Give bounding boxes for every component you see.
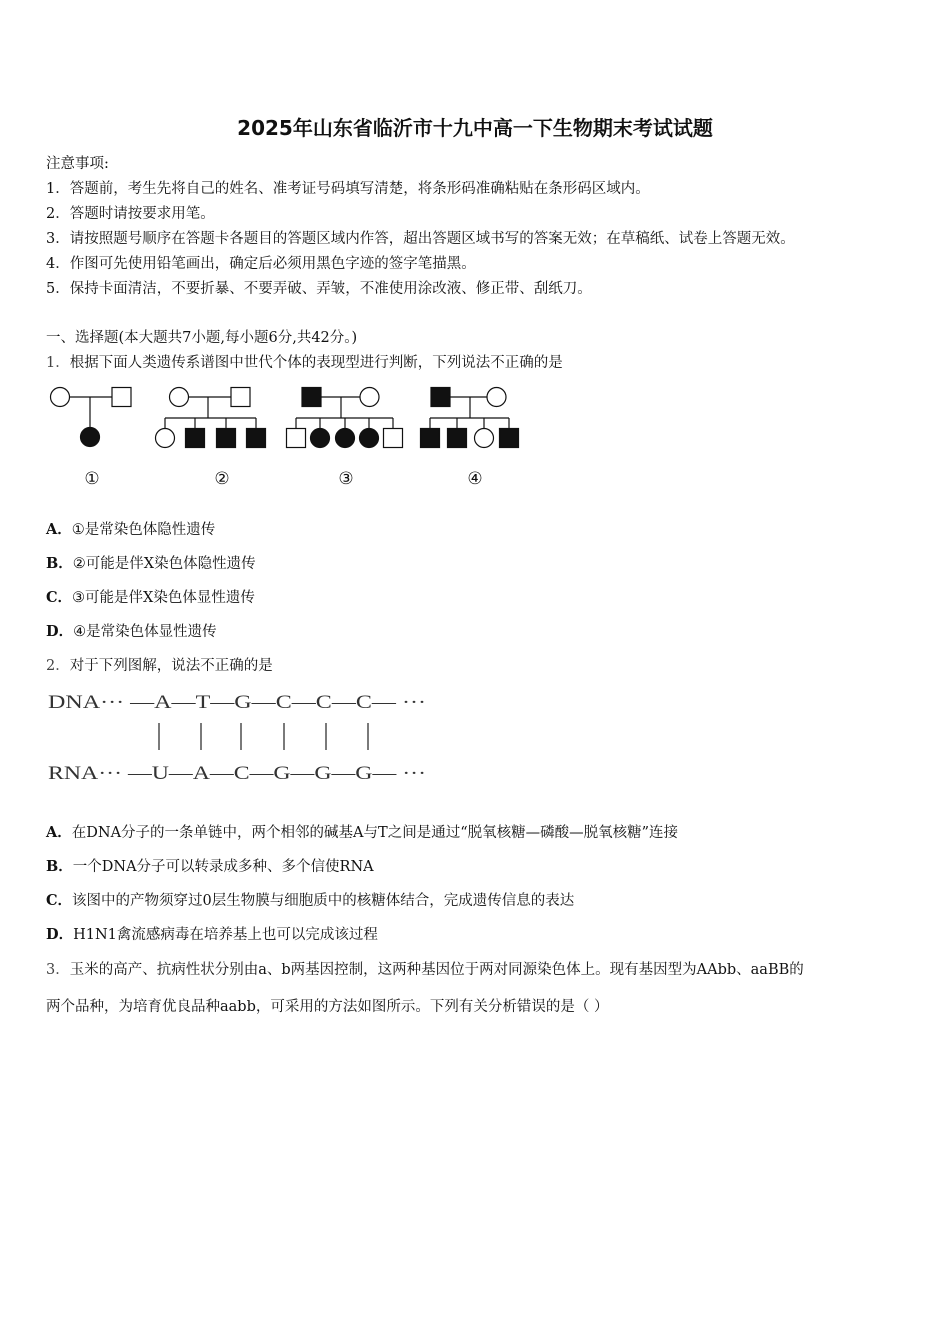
q2-number: 2．: [46, 658, 70, 674]
q1-option-c: [46, 586, 255, 607]
q2-option-a-letter: A．: [46, 824, 72, 841]
q2-option-c: [46, 889, 574, 910]
pedigree-label-3: ③: [338, 469, 354, 488]
p2-child-3: [217, 429, 236, 448]
q3-stem-line-2: 两个品种，为培育优良品种aabb，可采用的方法如图所示。下列有关分析错误的是（ ）: [46, 999, 609, 1015]
p3-father: [302, 388, 321, 407]
pedigree-1: [51, 388, 132, 447]
q2-option-c-text: 该图中的产物须穿过0层生物膜与细胞质中的核糖体结合，完成遗传信息的表达: [72, 893, 575, 909]
p2-mother: [170, 388, 189, 407]
q1-option-d-text: ④是常染色体显性遗传: [73, 624, 217, 640]
notice-item-3: 3．请按照题号顺序在答题卡各题目的答题区域内作答，超出答题区域书写的答案无效；在草稿纸、试卷上答题无效。: [46, 231, 795, 247]
p2-child-4: [247, 429, 266, 448]
q1-option-a-letter: A．: [46, 521, 72, 538]
p3-child-3: [336, 429, 355, 448]
p1-father: [112, 388, 131, 407]
p4-child-3: [475, 429, 494, 448]
q2-option-b-letter: B．: [46, 858, 73, 875]
pedigree-label-2: ②: [214, 469, 230, 488]
q1-option-a-text: ①是常染色体隐性遗传: [71, 522, 216, 538]
section-heading: 一、选择题(本大题共7小题,每小题6分,共42分。): [46, 330, 358, 346]
q2-option-d-letter: D．: [46, 926, 74, 943]
pedigree-2: [156, 388, 266, 448]
p3-mother: [360, 388, 379, 407]
q2-option-b-text: 一个DNA分子可以转录成多种、多个信使RNA: [72, 859, 374, 875]
q3-stem-line-1: [46, 958, 804, 979]
notice-item-2: 2．答题时请按要求用笔。: [46, 206, 215, 222]
p3-child-1: [287, 429, 306, 448]
p1-mother: [51, 388, 70, 407]
q1-stem-text: 根据下面人类遗传系谱图中世代个体的表现型进行判断，下列说法不正确的是: [69, 355, 563, 371]
q2-stem: [46, 654, 273, 675]
pedigree-label-4: ④: [467, 469, 483, 488]
q1-option-b-text: ②可能是伴X染色体隐性遗传: [72, 556, 256, 572]
p4-father: [431, 388, 450, 407]
rna-strand: RNA··· —U—A—C—G—G—G— ···: [48, 763, 426, 784]
q1-option-d: [46, 620, 217, 641]
q2-option-a-text: 在DNA分子的一条单链中，两个相邻的碱基A与T之间是通过“脱氧核糖—磷酸—脱氧核糖”连接: [71, 825, 679, 841]
p2-child-2: [186, 429, 205, 448]
p4-child-4: [500, 429, 519, 448]
q1-option-d-letter: D．: [46, 623, 74, 640]
p2-father: [231, 388, 250, 407]
q2-stem-text: 对于下列图解，说法不正确的是: [69, 658, 273, 674]
p1-daughter-affected: [81, 428, 100, 447]
dna-rna-figure: [46, 684, 446, 788]
pedigree-4: [421, 388, 519, 448]
p4-child-1: [421, 429, 440, 448]
q1-stem: [46, 351, 563, 372]
q1-option-b-letter: B．: [46, 555, 73, 572]
pedigree-label-1: ①: [84, 469, 100, 488]
q1-option-a: [46, 518, 215, 539]
q2-option-c-letter: C．: [46, 892, 73, 909]
q2-option-d: [46, 923, 378, 944]
q3-number: 3．: [46, 962, 70, 978]
q2-option-b: [46, 855, 374, 876]
q1-option-b: [46, 552, 256, 573]
q2-option-d-text: H1N1禽流感病毒在培养基上也可以完成该过程: [73, 927, 378, 943]
p3-child-4: [360, 429, 379, 448]
page-title: 2025年山东省临沂市十九中高一下生物期末考试试题: [237, 116, 713, 140]
notice-item-4: 4．作图可先使用铅笔画出，确定后必须用黑色字迹的签字笔描黑。: [46, 256, 476, 272]
q1-option-c-letter: C．: [46, 589, 73, 606]
notice-heading: 注意事项:: [46, 156, 109, 172]
p2-child-1: [156, 429, 175, 448]
p3-child-2: [311, 429, 330, 448]
p4-child-2: [448, 429, 467, 448]
pedigree-3: [287, 388, 403, 448]
q1-number: 1．: [46, 355, 70, 371]
q3-line-1-text: 玉米的高产、抗病性状分别由a、b两基因控制，这两种基因位于两对同源染色体上。现有基因型为AAbb、aaBB的: [69, 962, 804, 978]
notice-item-5: 5．保持卡面清洁，不要折暴、不要弄破、弄皱，不准使用涂改液、修正带、刮纸刀。: [46, 281, 592, 297]
p4-mother: [487, 388, 506, 407]
pedigree-figure: [44, 380, 534, 492]
p3-child-5: [384, 429, 403, 448]
dna-strand: DNA··· —A—T—G—C—C—C— ···: [48, 692, 426, 713]
base-pair-bonds: [159, 723, 368, 750]
q1-option-c-text: ③可能是伴X染色体显性遗传: [72, 590, 255, 606]
notice-item-1: 1．答题前，考生先将自己的姓名、准考证号码填写清楚，将条形码准确粘贴在条形码区域内。: [46, 181, 650, 197]
q2-option-a: [46, 821, 678, 842]
